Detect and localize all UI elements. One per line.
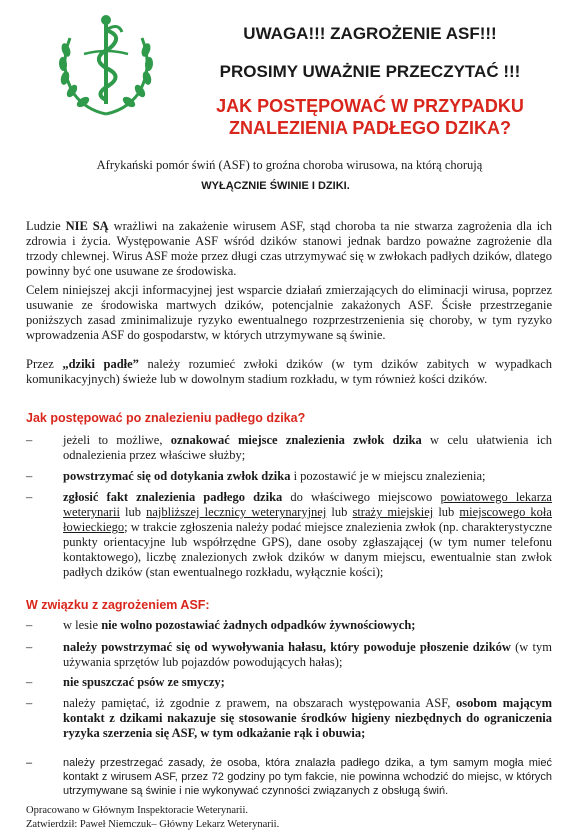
main-question-line1: JAK POSTĘPOWAĆ W PRZYPADKU	[216, 96, 524, 116]
main-question-line2: ZNALEZIENIA PADŁEGO DZIKA?	[229, 118, 511, 138]
list-item: – należy pamiętać, iż zgodnie z prawem, na obszarach występowania ASF, osobom mającym kontakt z dzikami nakazuje się stosowanie środków higieny niezbędnych do ograniczenia ryzyka szerzenia się ASF, w tym odkażanie rąk i obuwia;	[26, 696, 552, 740]
list-item: – nie spuszczać psów ze smyczy;	[26, 675, 225, 689]
footer-prepared-by: Opracowano w Głównym Inspektoracie Weterynarii.	[26, 805, 249, 816]
read-carefully-title: PROSIMY UWAŻNIE PRZECZYTAĆ !!!	[219, 62, 521, 81]
list-item: – powstrzymać się od dotykania zwłok dzika i pozostawić je w miejscu znalezienia;	[26, 469, 486, 483]
list-item: – w lesie nie wolno pozostawiać żadnych odpadków żywnościowych;	[26, 618, 416, 632]
footer-approved-by: Zatwierdził: Paweł Niemczuk– Główny Lekarz Weterynarii.	[26, 819, 280, 830]
warning-title: UWAGA!!! ZAGROŻENIE ASF!!!	[243, 24, 497, 43]
paragraph-dead-boar-definition: Przez „dziki padłe” należy rozumieć zwłoki dzików (w tym dzików zabitych w wypadkach komunikacyjnych) świeże lub w dowolnym stadium rozkładu, w tym również kości dzików.	[26, 357, 553, 386]
list-item: – jeżeli to możliwe, oznakować miejsce znalezienia zwłok dzika w celu ułatwienia ich odnalezienia przez właściwe służby;	[26, 433, 553, 462]
paragraph-humans-not-susceptible: Ludzie NIE SĄ wrażliwi na zakażenie wirusem ASF, stąd choroba ta nie stwarza zagrożenia dla ich zdrowia i życia. Występowanie ASF wśród dzików stanowi jednak bardzo poważne zagrożenie dla trzody chlewnej. Wirus ASF może przez długi czas utrzymywać się w zwłokach padłych dzików, dlatego powinny być one usuwane ze środowiska.	[26, 219, 552, 278]
paragraph-campaign-purpose: Celem niniejszej akcji informacyjnej jest wsparcie działań zmierzających do eliminacji wirusa, poprzez usuwanie ze środowiska martwych dzików, potencjalnie zakażonych ASF. Ścisłe przestrzeganie poniższych zasad zminimalizuje ryzyko ewentualnego rozprzestrzenienia się choroby, w tym ryzyko wprowadzenia ASF do gospodarstw, w których utrzymywane są świnie.	[26, 283, 552, 342]
intro-line: Afrykański pomór świń (ASF) to groźna choroba wirusowa, na którą chorują	[96, 158, 483, 172]
intro-emphasis: WYŁĄCZNIE ŚWINIE I DZIKI.	[201, 180, 350, 192]
veterinary-inspection-logo	[50, 8, 162, 120]
section-heading-what-to-do: Jak postępować po znalezieniu padłego dzika?	[26, 411, 306, 425]
list-item: – należy przestrzegać zasady, że osoba, która znalazła padłego dzika, a tym samym mogła mieć kontakt z wirusem ASF, przez 72 godziny po tym fakcie, nie powinna wchodzić do miejsc, w których utrzymywane są świnie i nie wykonywać czynności związanych z obsługą świń.	[26, 757, 552, 797]
list-item: – zgłosić fakt znalezienia padłego dzika do właściwego miejscowo powiatowego lekarza weterynarii lub najbliższej lecznicy weterynaryjnej lub straży miejskiej lub miejscowego koła łowieckiego; w trakcie zgłoszenia należy podać miejsce znalezienia zwłok (np. charakterystyczne punkty orientacyjne lub współrzędne GPS), dane osoby zgłaszającej (w tym numer telefonu kontaktowego), liczbę znalezionych zwłok dzików w danym miejscu, ewentualnie stan zwłok padłych dzików (stan ewentualnego rozkładu, wyłącznie kości);	[26, 490, 553, 579]
list-item: – należy powstrzymać się od wywoływania hałasu, który powoduje płoszenie dzików (w tym używania sprzętów lub pojazdów powodujących hałas);	[26, 640, 552, 669]
main-question-title	[170, 95, 570, 139]
section-heading-asf-threat: W związku z zagrożeniem ASF:	[26, 598, 210, 612]
